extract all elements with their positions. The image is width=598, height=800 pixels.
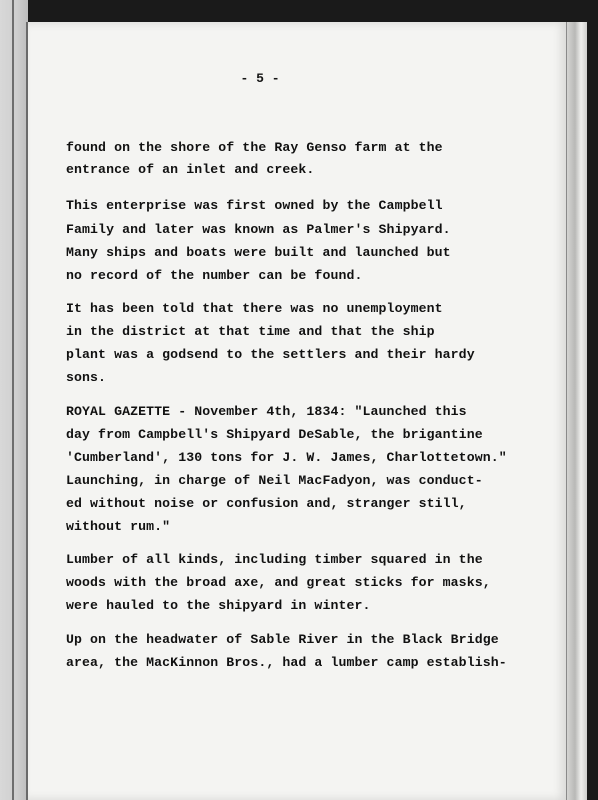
text-line: Lumber of all kinds, including timber squared in the <box>66 552 483 567</box>
text-line: without rum." <box>66 519 171 534</box>
text-line: area, the MacKinnon Bros., had a lumber camp establish- <box>66 655 507 670</box>
text-line: ROYAL GAZETTE - November 4th, 1834: "Launched this <box>66 404 467 419</box>
text-line: Launching, in charge of Neil MacFadyon, was conduct- <box>66 473 483 488</box>
text-line: in the district at that time and that the ship <box>66 324 435 339</box>
page-number: - 5 - <box>240 71 280 86</box>
text-line: Family and later was known as Palmer's Shipyard. <box>66 222 451 237</box>
text-line: 'Cumberland', 130 tons for J. W. James, Charlottetown." <box>66 450 507 465</box>
text-line: Many ships and boats were built and launched but <box>66 245 451 260</box>
text-line: day from Campbell's Shipyard DeSable, the brigantine <box>66 427 483 442</box>
page-stack-edge <box>566 22 587 800</box>
text-line: Up on the headwater of Sable River in the Black Bridge <box>66 632 499 647</box>
text-line: found on the shore of the Ray Genso farm at the <box>66 140 443 155</box>
text-line: plant was a godsend to the settlers and their hardy <box>66 347 475 362</box>
text-line: woods with the broad axe, and great sticks for masks, <box>66 575 491 590</box>
text-line: It has been told that there was no unemployment <box>66 301 443 316</box>
text-line: no record of the number can be found. <box>66 268 363 283</box>
text-line: sons. <box>66 370 107 385</box>
text-line: entrance of an inlet and creek. <box>66 162 315 177</box>
text-line: ed without noise or confusion and, stranger still, <box>66 496 467 511</box>
text-line: This enterprise was first owned by the Campbell <box>66 198 443 213</box>
text-line: were hauled to the shipyard in winter. <box>66 598 371 613</box>
binder-spine <box>0 0 28 800</box>
